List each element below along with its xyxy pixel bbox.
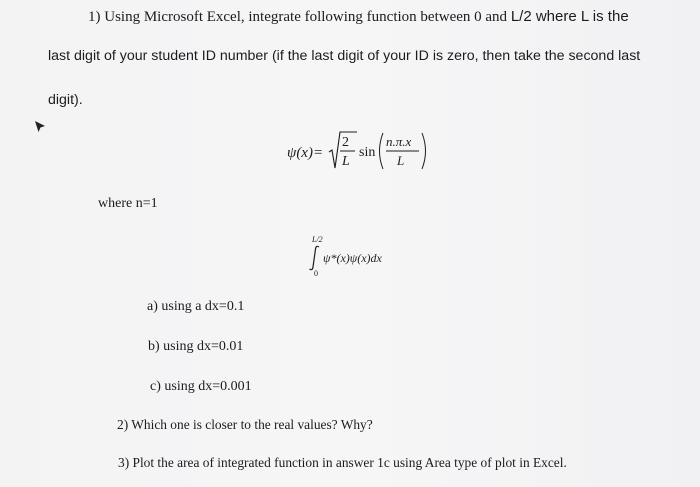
sqrt-numerator: 2 [342,135,349,150]
integral-upper-limit: L/2 [312,235,323,244]
mouse-cursor-icon [33,120,47,134]
question-1-line-3: digit). [48,92,83,108]
integral-expression [303,232,413,278]
sin-arg-numerator: n.π.x [386,134,412,149]
wavefunction-formula [285,127,435,175]
integral-sign [310,246,320,269]
q1-part-a: 1) Using Microsoft Excel, integrate following function between 0 and [88,9,511,25]
question-2: 2) Which one is closer to the real values? Why? [117,417,373,432]
q1-part-b: L/2 where L is the [510,8,629,25]
sqrt-denominator: L [342,154,350,169]
integral-lower-limit: 0 [314,269,318,278]
question-3: 3) Plot the area of integrated function in answer 1c using Area type of plot in Excel. [118,455,567,470]
sin-label: sin [359,145,376,160]
integrand: ψ*(x)ψ(x)dx [323,251,382,265]
psi-lhs: ψ(x)= [287,145,324,161]
question-1-line-1 [88,8,629,26]
question-1-line-2: last digit of your student ID number (if the last digit of your ID is zero, then take the second last [48,48,641,64]
where-text: where n=1 [98,196,158,211]
left-paren [380,133,384,169]
option-c: c) using dx=0.001 [150,379,252,394]
option-a: a) using a dx=0.1 [147,299,245,314]
right-paren [422,133,426,169]
sin-arg-denominator: L [397,153,405,168]
option-b: b) using dx=0.01 [148,339,244,354]
